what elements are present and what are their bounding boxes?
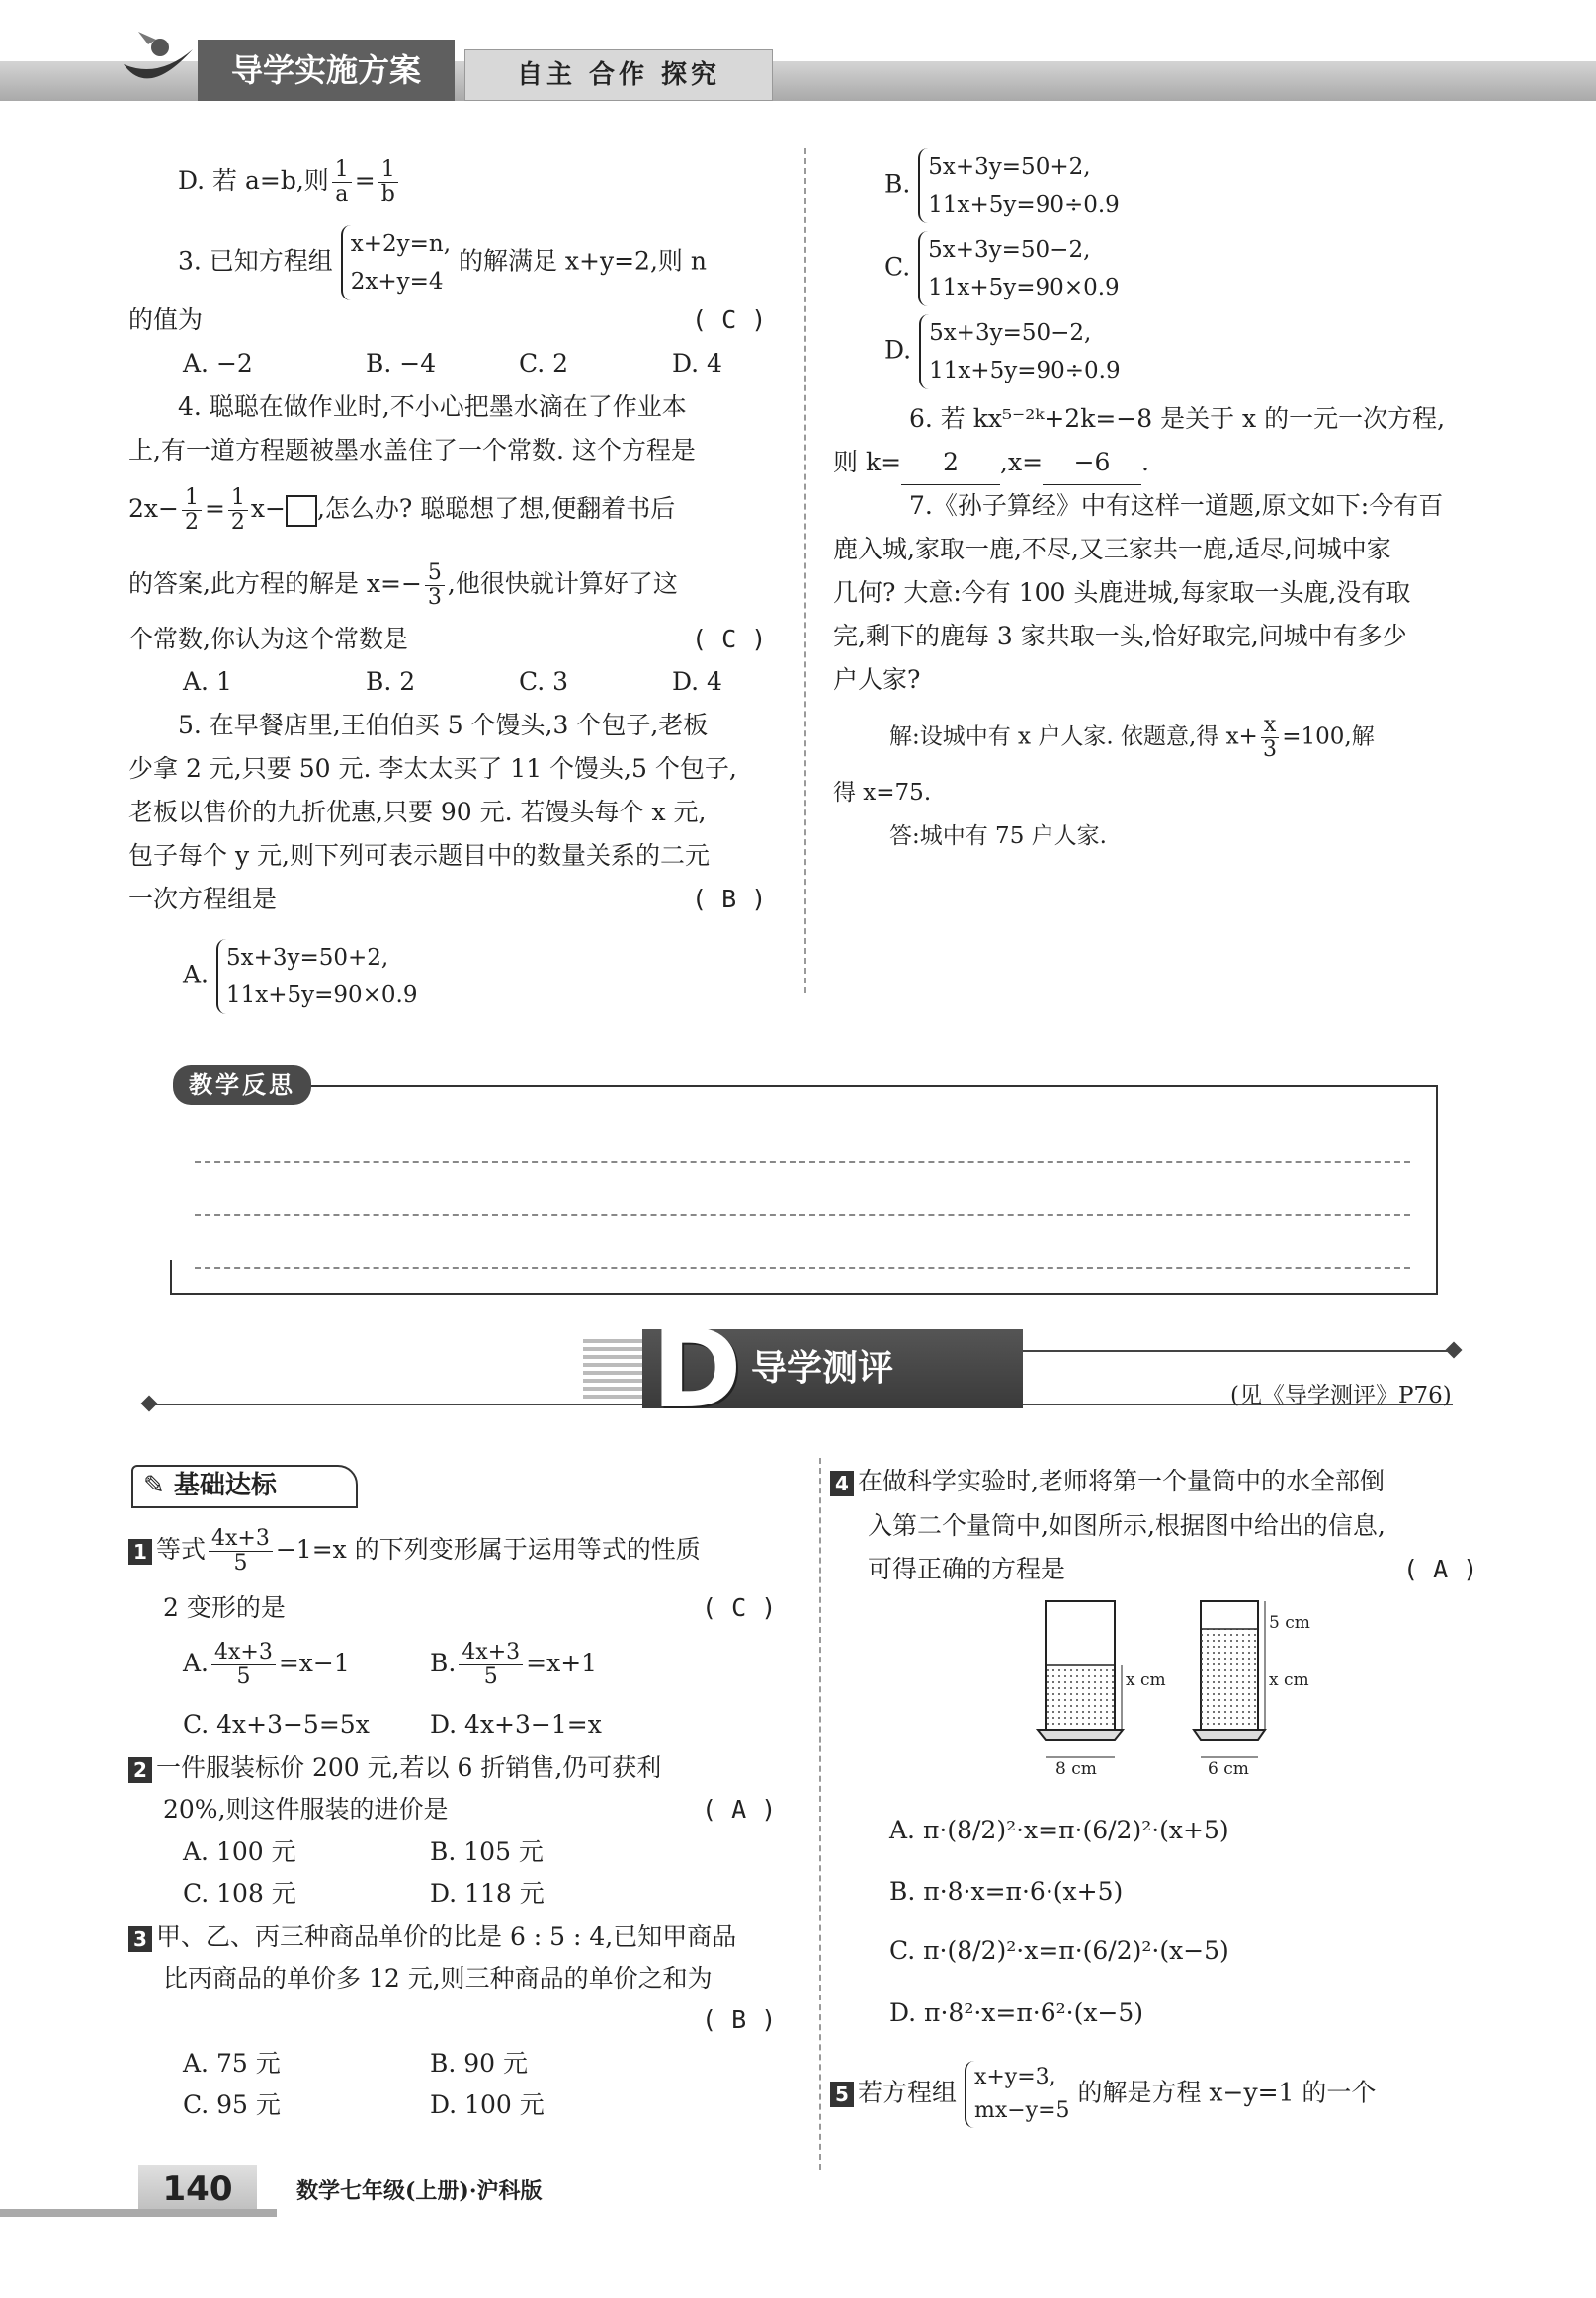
q7-answer: 答:城中有 75 户人家.: [889, 823, 1107, 849]
q4-line3: 2x− $\frac{1}{2}$ = $\frac{1}{2}$ x− ,怎么办? 聪聪想了想,便翻着书后: [128, 485, 676, 535]
q5-option-b: B. 5x+3y=50+2, 11x+5y=90÷0.9: [884, 148, 1120, 223]
reflection-top-line: [311, 1085, 1438, 1087]
q5-option-a: A. 5x+3y=50+2, 11x+5y=90×0.9: [183, 939, 418, 1014]
b1-option-c: C. 4x+3−5=5x: [183, 1710, 370, 1739]
reflection-bottom-border: [170, 1293, 1438, 1295]
b4-line2: 入第二个量筒中,如图所示,根据图中给出的信息,: [868, 1511, 1386, 1540]
section-d-letter: D: [651, 1306, 742, 1432]
b4-line1: 4 在做科学实验时,老师将第一个量筒中的水全部倒: [830, 1460, 1385, 1503]
q4-option: D. 4: [672, 667, 722, 696]
q3-answer: ( C ): [692, 305, 767, 334]
b3-option: C. 95 元: [183, 2090, 281, 2119]
header-title: 导学实施方案: [198, 40, 455, 101]
b2-option: D. 118 元: [430, 1879, 545, 1908]
q5-option-d: D. 5x+3y=50−2, 11x+5y=90÷0.9: [884, 314, 1121, 389]
column-divider: [804, 148, 806, 993]
section-d-title: 导学测评: [751, 1348, 894, 1389]
b2-line2: 20%,则这件服装的进价是: [163, 1795, 449, 1824]
b2-option: C. 108 元: [183, 1879, 296, 1908]
b3-option: A. 75 元: [183, 2049, 281, 2078]
decor-stripes: [583, 1339, 642, 1399]
b2-answer: ( A ): [702, 1795, 777, 1824]
q7-line2: 鹿入城,家取一鹿,不尽,又三家共一鹿,适尽,问城中家: [833, 535, 1391, 563]
q7-solution: 解:设城中有 x 户人家. 依题意,得 x+ $\frac{x}{3}$ =100,解: [889, 713, 1375, 762]
q3-line2: 的值为: [128, 305, 204, 334]
logo-icon: [119, 30, 198, 99]
b3-option: D. 100 元: [430, 2090, 545, 2119]
q4-line1: 4. 聪聪在做作业时,不小心把墨水滴在了作业本: [178, 392, 687, 421]
fig-label-5: 5 cm: [1269, 1613, 1310, 1633]
q4-answer: ( C ): [692, 625, 767, 653]
b1-answer: ( C ): [702, 1593, 777, 1622]
b3-option: B. 90 元: [430, 2049, 529, 2078]
q7-solution-line2: 得 x=75.: [833, 780, 932, 806]
writing-line: [195, 1267, 1410, 1269]
b1-option-d: D. 4x+3−1=x: [430, 1710, 602, 1739]
reflection-title: 教学反思: [173, 1065, 311, 1105]
b4-option-a: A. π·(8/2)²·x=π·(6/2)²·(x+5): [889, 1816, 1229, 1844]
column-divider: [819, 1458, 821, 2170]
q7-line5: 户人家?: [833, 665, 921, 694]
header-subtitle: 自主 合作 探究: [464, 49, 773, 101]
q6-line2: 则 k= 2 ,x= −6 .: [833, 441, 1149, 485]
q7-line3: 几何? 大意:今有 100 头鹿进城,每家取一头鹿,没有取: [833, 578, 1411, 607]
b4-option-d: D. π·8²·x=π·6²·(x−5): [889, 1999, 1144, 2027]
basic-section-title: ✎ 基础达标: [131, 1465, 358, 1508]
pencil-icon: ✎: [143, 1471, 165, 1500]
q5-line5: 一次方程组是: [128, 885, 278, 913]
page-number: 140: [138, 2165, 257, 2214]
b3-answer: ( B ): [702, 2005, 777, 2034]
section-d-reference: (见《导学测评》P76): [1230, 1383, 1452, 1408]
b1-option-b: B. $\frac{4x+3}{5}$ =x+1: [430, 1640, 598, 1689]
fig-label-6: 6 cm: [1208, 1759, 1249, 1779]
q5-line4: 包子每个 y 元,则下列可表示题目中的数量关系的二元: [128, 841, 710, 870]
b4-answer: ( A ): [1403, 1555, 1478, 1583]
reflection-left-border: [170, 1260, 172, 1295]
q5-line3: 老板以售价的九折优惠,只要 90 元. 若馒头每个 x 元,: [128, 798, 707, 826]
q5-answer: ( B ): [692, 885, 767, 913]
q3-option: D. 4: [672, 349, 722, 378]
q4-line4: 的答案,此方程的解是 x=− $\frac{5}{3}$ ,他很快就计算好了这: [128, 560, 678, 610]
footer-text: 数学七年级(上册)·沪科版: [296, 2178, 543, 2204]
q4-line5: 个常数,你认为这个常数是: [128, 625, 408, 653]
q6-line1: 6. 若 kx⁵⁻²ᵏ+2k=−8 是关于 x 的一元一次方程,: [909, 404, 1446, 433]
b4-option-c: C. π·(8/2)²·x=π·(6/2)²·(x−5): [889, 1936, 1229, 1965]
q4-option: A. 1: [183, 667, 232, 696]
b2-line1: 2 一件服装标价 200 元,若以 6 折销售,仍可获利: [128, 1746, 661, 1790]
q4-option: C. 3: [519, 667, 569, 696]
fig-label-8: 8 cm: [1055, 1759, 1097, 1779]
b3-line2: 比丙商品的单价多 12 元,则三种商品的单价之和为: [163, 1964, 713, 1993]
q5-line2: 少拿 2 元,只要 50 元. 李太太买了 11 个馒头,5 个包子,: [128, 754, 737, 783]
q3-option: C. 2: [519, 349, 569, 378]
reflection-right-border: [1436, 1085, 1438, 1293]
b3-line1: 3 甲、乙、丙三种商品单价的比是 6 : 5 : 4,已知甲商品: [128, 1915, 736, 1959]
q7-line1: 7.《孙子算经》中有这样一道题,原文如下:今有百: [909, 491, 1444, 520]
writing-line: [195, 1214, 1410, 1216]
fig-label-x1: x cm: [1126, 1670, 1166, 1690]
b1-line2: 2 变形的是: [163, 1593, 286, 1622]
q3-option: B. −4: [366, 349, 437, 378]
q4-line2: 上,有一道方程题被墨水盖住了一个常数. 这个方程是: [128, 436, 696, 465]
b2-option: A. 100 元: [183, 1837, 296, 1866]
b1-stem: 1 等式 $\frac{4x+3}{5}$ −1=x 的下列变形属于运用等式的性质: [128, 1527, 701, 1575]
diamond-icon: [141, 1396, 158, 1412]
b2-option: B. 105 元: [430, 1837, 544, 1866]
b4-option-b: B. π·8·x=π·6·(x+5): [889, 1877, 1124, 1906]
ink-blot-box: [286, 495, 317, 527]
footer-bar: [0, 2209, 277, 2217]
b4-line3: 可得正确的方程是: [868, 1555, 1066, 1583]
q5-option-c: C. 5x+3y=50−2, 11x+5y=90×0.9: [884, 231, 1120, 306]
b5-stem: 5 若方程组 x+y=3, mx−y=5 的解是方程 x−y=1 的一个: [830, 2061, 1376, 2128]
q3-stem: 3. 已知方程组 x+2y=n, 2x+y=4 的解满足 x+y=2,则 n: [178, 225, 707, 300]
q5-line1: 5. 在早餐店里,王伯伯买 5 个馒头,3 个包子,老板: [178, 711, 709, 739]
q3-option: A. −2: [183, 349, 253, 378]
section-d-upper-line: [1023, 1350, 1453, 1352]
b1-option-a: A. $\frac{4x+3}{5}$ =x−1: [183, 1640, 350, 1689]
writing-line: [195, 1161, 1410, 1163]
q2-option-d: D. 若 a=b,则 $\frac{1}{a}$ = $\frac{1}{b}$: [178, 158, 401, 207]
q4-option: B. 2: [366, 667, 416, 696]
q7-line4: 完,剩下的鹿每 3 家共取一头,恰好取完,问城中有多少: [833, 622, 1407, 650]
fig-label-x2: x cm: [1269, 1670, 1309, 1690]
